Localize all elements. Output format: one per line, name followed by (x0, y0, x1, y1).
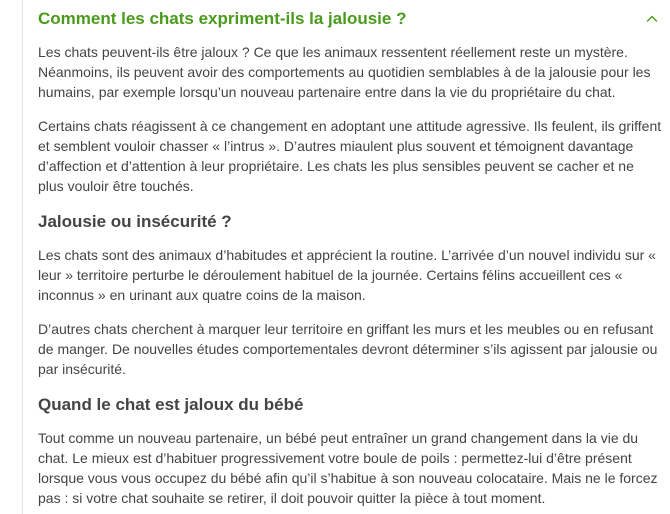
accordion-content (38, 42, 662, 508)
chevron-up-icon[interactable] (646, 12, 658, 24)
article-paragraph: Certains chats réagissent à ce changement en adoptant une attitude agressive. Ils feulent, ils griffent et semblent vouloir chasser « l’intrus ». D’autres miaulent plus souvent et témoignent davantage d’affection et d’attention à leur propriétaire. Les chats les plus sensibles peuvent se cacher et ne plus vouloir être touchés. (38, 118, 662, 194)
article-paragraph: Les chats sont des animaux d’habitudes et apprécient la routine. L’arrivée d’un nouvel individu sur « leur » territoire perturbe le déroulement habituel de la journée. Certains félins accueillent ces « inconnus » en urinant aux quatre coins de la maison. (38, 247, 656, 303)
article-paragraph: D’autres chats cherchent à marquer leur territoire en griffant les murs et les meubles ou en refusant de manger. De nouvelles études comportementales devront déterminer s’ils agissent par jalousie ou par insécurité. (38, 321, 658, 377)
article-paragraph: Les chats peuvent-ils être jaloux ? Ce que les animaux ressentent réellement reste un mystère. Néanmoins, ils peuvent avoir des comportements au quotidien semblables à de la jalousie pour les humains, par exemple lorsqu’un nouveau partenaire entre dans la vie du propriétaire du chat. (38, 44, 651, 100)
article-paragraph: Tout comme un nouveau partenaire, un bébé peut entraîner un grand changement dans la vie du chat. Le mieux est d’habituer progressivement votre boule de poils : permettez-lui d’être présent lorsque vous vous occupez du bébé afin qu’il s’habitue à son nouveau colocataire. Mais ne le forcez pas : si votre chat souhaite se retirer, il doit pouvoir quitter la pièce à tout moment. (38, 430, 658, 506)
section-heading-insecurity: Jalousie ou insécurité ? (38, 212, 232, 231)
accordion-header[interactable] (38, 0, 664, 38)
section-heading-baby: Quand le chat est jaloux du bébé (38, 395, 304, 414)
accordion-left-border (22, 0, 23, 514)
accordion-title[interactable]: Comment les chats expriment-ils la jalousie ? (38, 9, 407, 28)
